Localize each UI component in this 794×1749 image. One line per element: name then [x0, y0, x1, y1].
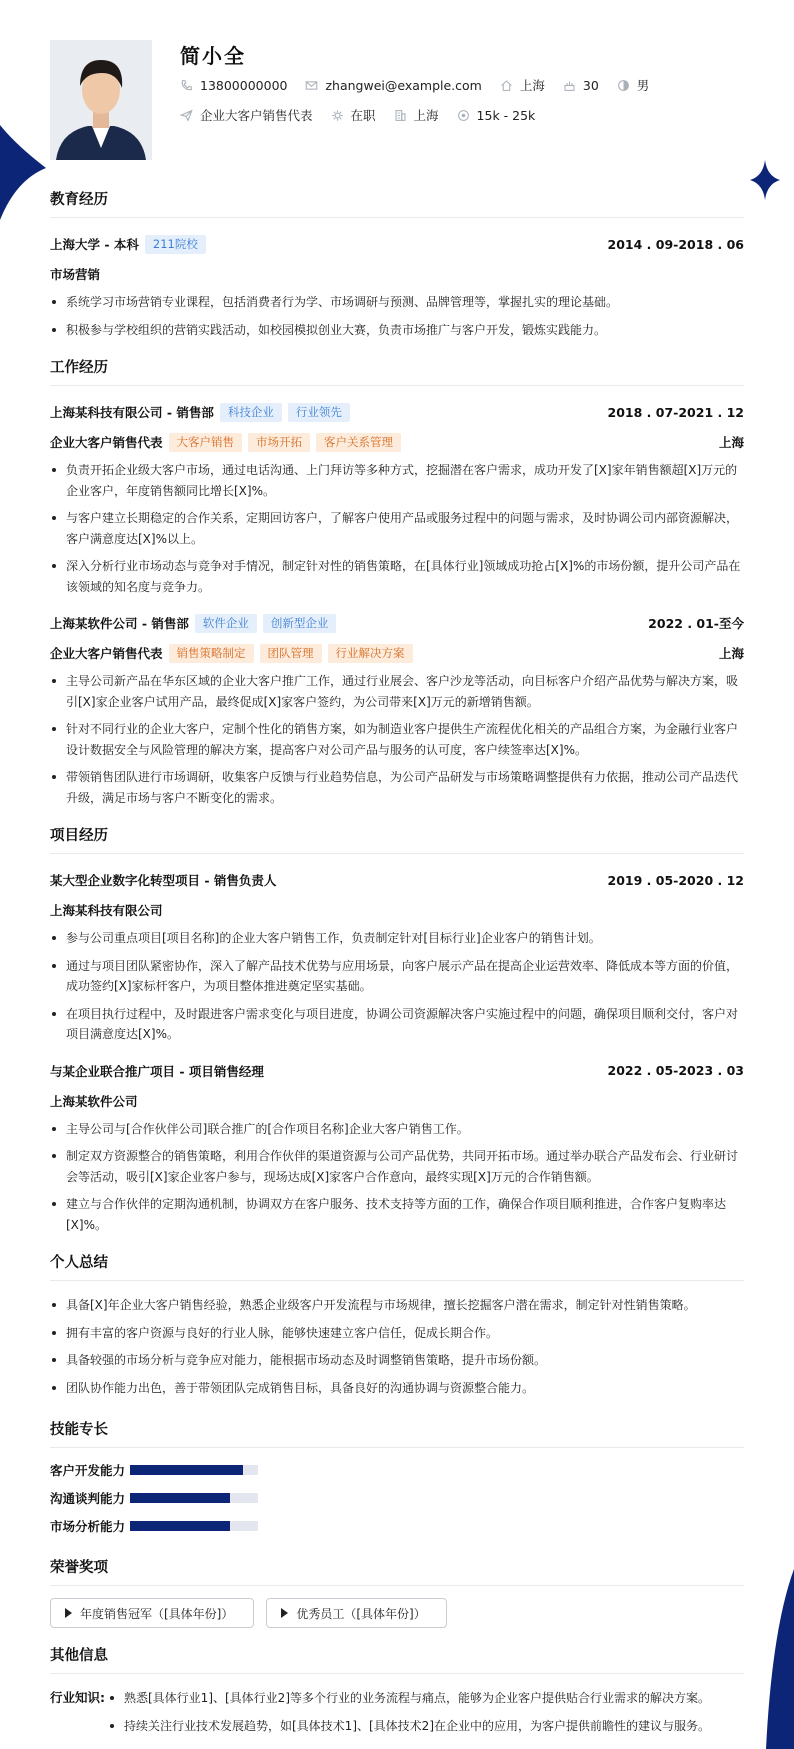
contact-row: [180, 70, 667, 100]
work-section: [50, 356, 744, 808]
target-position-info: [180, 106, 313, 124]
skill-bar-fill: [130, 1521, 230, 1531]
project-title: 与某企业联合推广项目 - 项目销售经理: [50, 1063, 264, 1079]
company-name: 上海某科技有限公司 - 销售部: [50, 405, 214, 420]
company-name: 上海某软件公司 - 销售部: [50, 616, 189, 631]
work-date: 2018 . 07-2021 . 12: [607, 404, 744, 420]
list-item: 持续关注行业技术发展趋势，如[具体技术1]、[具体技术2]在企业中的应用，为客户提供前瞻性的建议与服务。: [108, 1716, 744, 1737]
skill-bar: [130, 1521, 258, 1531]
phone-text[interactable]: 13800000000: [200, 77, 288, 93]
project-entry: [50, 1059, 744, 1236]
education-entry: [50, 232, 744, 340]
target-city-text: 上海: [413, 108, 439, 123]
list-item: 深入分析行业市场动态与竞争对手情况，制定针对性的销售策略，在[具体行业]领域成功抢占[X]%的市场份额，提升公司产品在该领域的知名度与竞争力。: [50, 556, 744, 597]
education-bullets: [50, 292, 744, 340]
skill-name: 客户开发能力: [50, 1463, 126, 1478]
award-text: 年度销售冠军（[具体年份]）: [80, 1606, 234, 1621]
company-tag: 科技企业: [220, 403, 282, 422]
other-row: [50, 1688, 744, 1743]
list-item: 制定双方资源整合的销售策略，利用合作伙伴的渠道资源与公司产品优势，共同开拓市场。通过举办联合产品发布会、行业研讨会等活动，吸引[X]家企业客户参与，现场达成[X]家客户合作意向，最终实现[X]万元的合作销售额。: [50, 1146, 744, 1187]
skill-bar-fill: [130, 1493, 230, 1503]
list-item: 具备[X]年企业大客户销售经验，熟悉企业级客户开发流程与市场规律，擅长挖掘客户潜在需求，制定针对性销售策略。: [50, 1295, 744, 1316]
other-bullets: [108, 1688, 744, 1743]
salary-info: [457, 108, 536, 123]
work-location: 上海: [718, 435, 744, 450]
awards-list: [50, 1598, 744, 1628]
profile-header: [50, 40, 744, 162]
section-title: 教育经历: [50, 188, 744, 218]
project-date: 2022 . 05-2023 . 03: [607, 1063, 744, 1078]
list-item: 拥有丰富的客户资源与良好的行业人脉，能够快速建立客户信任，促成长期合作。: [50, 1323, 744, 1344]
school-tag: 211院校: [145, 235, 206, 254]
target-position-text: 企业大客户销售代表: [200, 108, 313, 123]
summary-bullets: [50, 1295, 744, 1398]
company-tag: 创新型企业: [263, 614, 337, 633]
major-name: 市场营销: [50, 267, 101, 282]
mail-icon: [305, 79, 318, 92]
status-info: [331, 106, 376, 124]
list-item: 与客户建立长期稳定的合作关系，定期回访客户，了解客户使用产品或服务过程中的问题与需求，及时协调公司内部资源解决，客户满意度达[X]%以上。: [50, 508, 744, 549]
role-name: 企业大客户销售代表: [50, 646, 163, 661]
skill-item: [50, 1512, 402, 1540]
list-item: 在项目执行过程中，及时跟进客户需求变化与项目进度，协调公司资源解决客户实施过程中的问题，确保项目顺利交付，客户对项目满意度达[X]%。: [50, 1004, 744, 1045]
award-text: 优秀员工（[具体年份]）: [296, 1606, 426, 1621]
list-item: 负责开拓企业级大客户市场，通过电话沟通、上门拜访等多种方式，挖掘潜在客户需求，成功开发了[X]家年销售额超[X]万元的企业客户，年度销售额同比增长[X]%。: [50, 460, 744, 501]
phone-icon: [180, 79, 193, 92]
target-city-info: [394, 106, 439, 124]
list-item: 主导公司与[合作伙伴公司]联合推广的[合作项目名称]企业大客户销售工作。: [50, 1119, 744, 1140]
age-info: [563, 78, 599, 93]
role-tag: 大客户销售: [169, 433, 243, 452]
cake-icon: [563, 79, 576, 92]
section-title: 项目经历: [50, 824, 744, 854]
section-title: 个人总结: [50, 1251, 744, 1281]
skill-bar: [130, 1493, 258, 1503]
avatar-photo: [50, 40, 152, 160]
project-title: 某大型企业数字化转型项目 - 销售负责人: [50, 873, 277, 888]
awards-section: [50, 1556, 744, 1628]
work-date: 2022 . 01-至今: [648, 616, 744, 631]
role-tag: 行业解决方案: [328, 644, 413, 663]
work-location: 上海: [718, 646, 744, 661]
role-tag: 客户关系管理: [316, 433, 401, 452]
building-icon: [394, 109, 407, 122]
email-text[interactable]: zhangwei@example.com: [325, 77, 482, 93]
company-tag: 软件企业: [195, 614, 257, 633]
skill-bar-fill: [130, 1465, 243, 1475]
work-entry: [50, 611, 744, 808]
skill-bar: [130, 1465, 258, 1475]
work-entry: [50, 400, 744, 597]
work-bullets: [50, 671, 744, 808]
list-item: 带领销售团队进行市场调研，收集客户反馈与行业趋势信息，为公司产品研发与市场策略调整提供有力依据，推动公司产品迭代升级，满足市场与客户不断变化的需求。: [50, 767, 744, 808]
project-org: 上海某科技有限公司: [50, 903, 163, 918]
skills-section: [50, 1418, 744, 1540]
school-name: 上海大学 - 本科: [50, 237, 139, 252]
hometown-text: 上海: [519, 78, 545, 93]
home-icon: [500, 79, 513, 92]
section-title: 其他信息: [50, 1644, 744, 1674]
company-tag: 行业领先: [288, 403, 350, 422]
other-section: [50, 1644, 744, 1743]
list-item: 团队协作能力出色，善于带领团队完成销售目标，具备良好的沟通协调与资源整合能力。: [50, 1378, 744, 1399]
education-section: [50, 188, 744, 340]
project-date: 2019 . 05-2020 . 12: [607, 872, 744, 888]
other-label: 行业知识:: [50, 1690, 105, 1705]
skill-name: 沟通谈判能力: [50, 1491, 126, 1506]
age-text: 30: [582, 77, 599, 93]
list-item: 通过与项目团队紧密协作，深入了解产品技术优势与应用场景，向客户展示产品在提高企业运营效率、降低成本等方面的价值，成功签约[X]家标杆客户，为项目整体推进奠定坚实基础。: [50, 956, 744, 997]
list-item: 熟悉[具体行业1]、[具体行业2]等多个行业的业务流程与痛点，能够为企业客户提供贴合行业需求的解决方案。: [108, 1688, 744, 1709]
project-bullets: [50, 928, 744, 1045]
list-item: 具备较强的市场分析与竞争应对能力，能根据市场动态及时调整销售策略，提升市场份额。: [50, 1350, 744, 1371]
status-text: 在职: [350, 108, 376, 123]
award-item: [50, 1598, 254, 1628]
section-title: 荣誉奖项: [50, 1556, 744, 1586]
projects-section: [50, 824, 744, 1235]
role-tag: 团队管理: [260, 644, 322, 663]
role-tag: 销售策略制定: [169, 644, 254, 663]
list-item: 主导公司新产品在华东区域的企业大客户推广工作，通过行业展会、客户沙龙等活动，向目标客户介绍产品优势与解决方案，吸引[X]家企业客户试用产品，最终促成[X]家客户签约，为公司带来[X]万元的新增销售额。: [50, 671, 744, 712]
job-intent-row: [180, 100, 667, 130]
summary-section: [50, 1251, 744, 1398]
gender-text: 男: [636, 78, 650, 93]
list-item: 建立与合作伙伴的定期沟通机制，协调双方在客户服务、技术支持等方面的工作，确保合作项目顺利推进，合作客户复购率达[X]%。: [50, 1194, 744, 1235]
skills-list: [50, 1456, 744, 1540]
education-date: 2014 . 09-2018 . 06: [607, 236, 744, 252]
phone-info: [180, 78, 287, 93]
gear-icon: [331, 109, 344, 122]
candidate-name: 简小全: [180, 44, 246, 68]
project-org: 上海某软件公司: [50, 1093, 138, 1109]
work-bullets: [50, 460, 744, 597]
paper-plane-icon: [180, 109, 193, 122]
role-name: 企业大客户销售代表: [50, 435, 163, 450]
coin-icon: [457, 109, 470, 122]
project-bullets: [50, 1119, 744, 1236]
role-tag: 市场开拓: [248, 433, 310, 452]
email-info: [305, 78, 481, 93]
section-title: 技能专长: [50, 1418, 744, 1448]
salary-text: 15k - 25k: [476, 107, 536, 123]
project-entry: [50, 868, 744, 1045]
triangle-right-icon: [281, 1608, 288, 1618]
triangle-right-icon: [65, 1608, 72, 1618]
section-title: 工作经历: [50, 356, 744, 386]
award-item: [266, 1598, 446, 1628]
list-item: 系统学习市场营销专业课程，包括消费者行为学、市场调研与预测、品牌管理等，掌握扎实的理论基础。: [50, 292, 744, 313]
list-item: 参与公司重点项目[项目名称]的企业大客户销售工作，负责制定针对[目标行业]企业客户的销售计划。: [50, 928, 744, 949]
list-item: 积极参与学校组织的营销实践活动，如校园模拟创业大赛，负责市场推广与客户开发，锻炼实践能力。: [50, 320, 744, 341]
gender-info: [617, 76, 650, 94]
hometown-info: [500, 76, 545, 94]
skill-name: 市场分析能力: [50, 1519, 126, 1534]
skill-item: [50, 1484, 402, 1512]
skill-item: [50, 1456, 402, 1484]
list-item: 针对不同行业的企业大客户，定制个性化的销售方案，如为制造业客户提供生产流程优化相关的产品组合方案，为金融行业客户设计数据安全与风险管理的解决方案，提高客户对公司产品与服务的认可度，客户续签率达[X]%。: [50, 719, 744, 760]
gender-icon: [617, 79, 630, 92]
